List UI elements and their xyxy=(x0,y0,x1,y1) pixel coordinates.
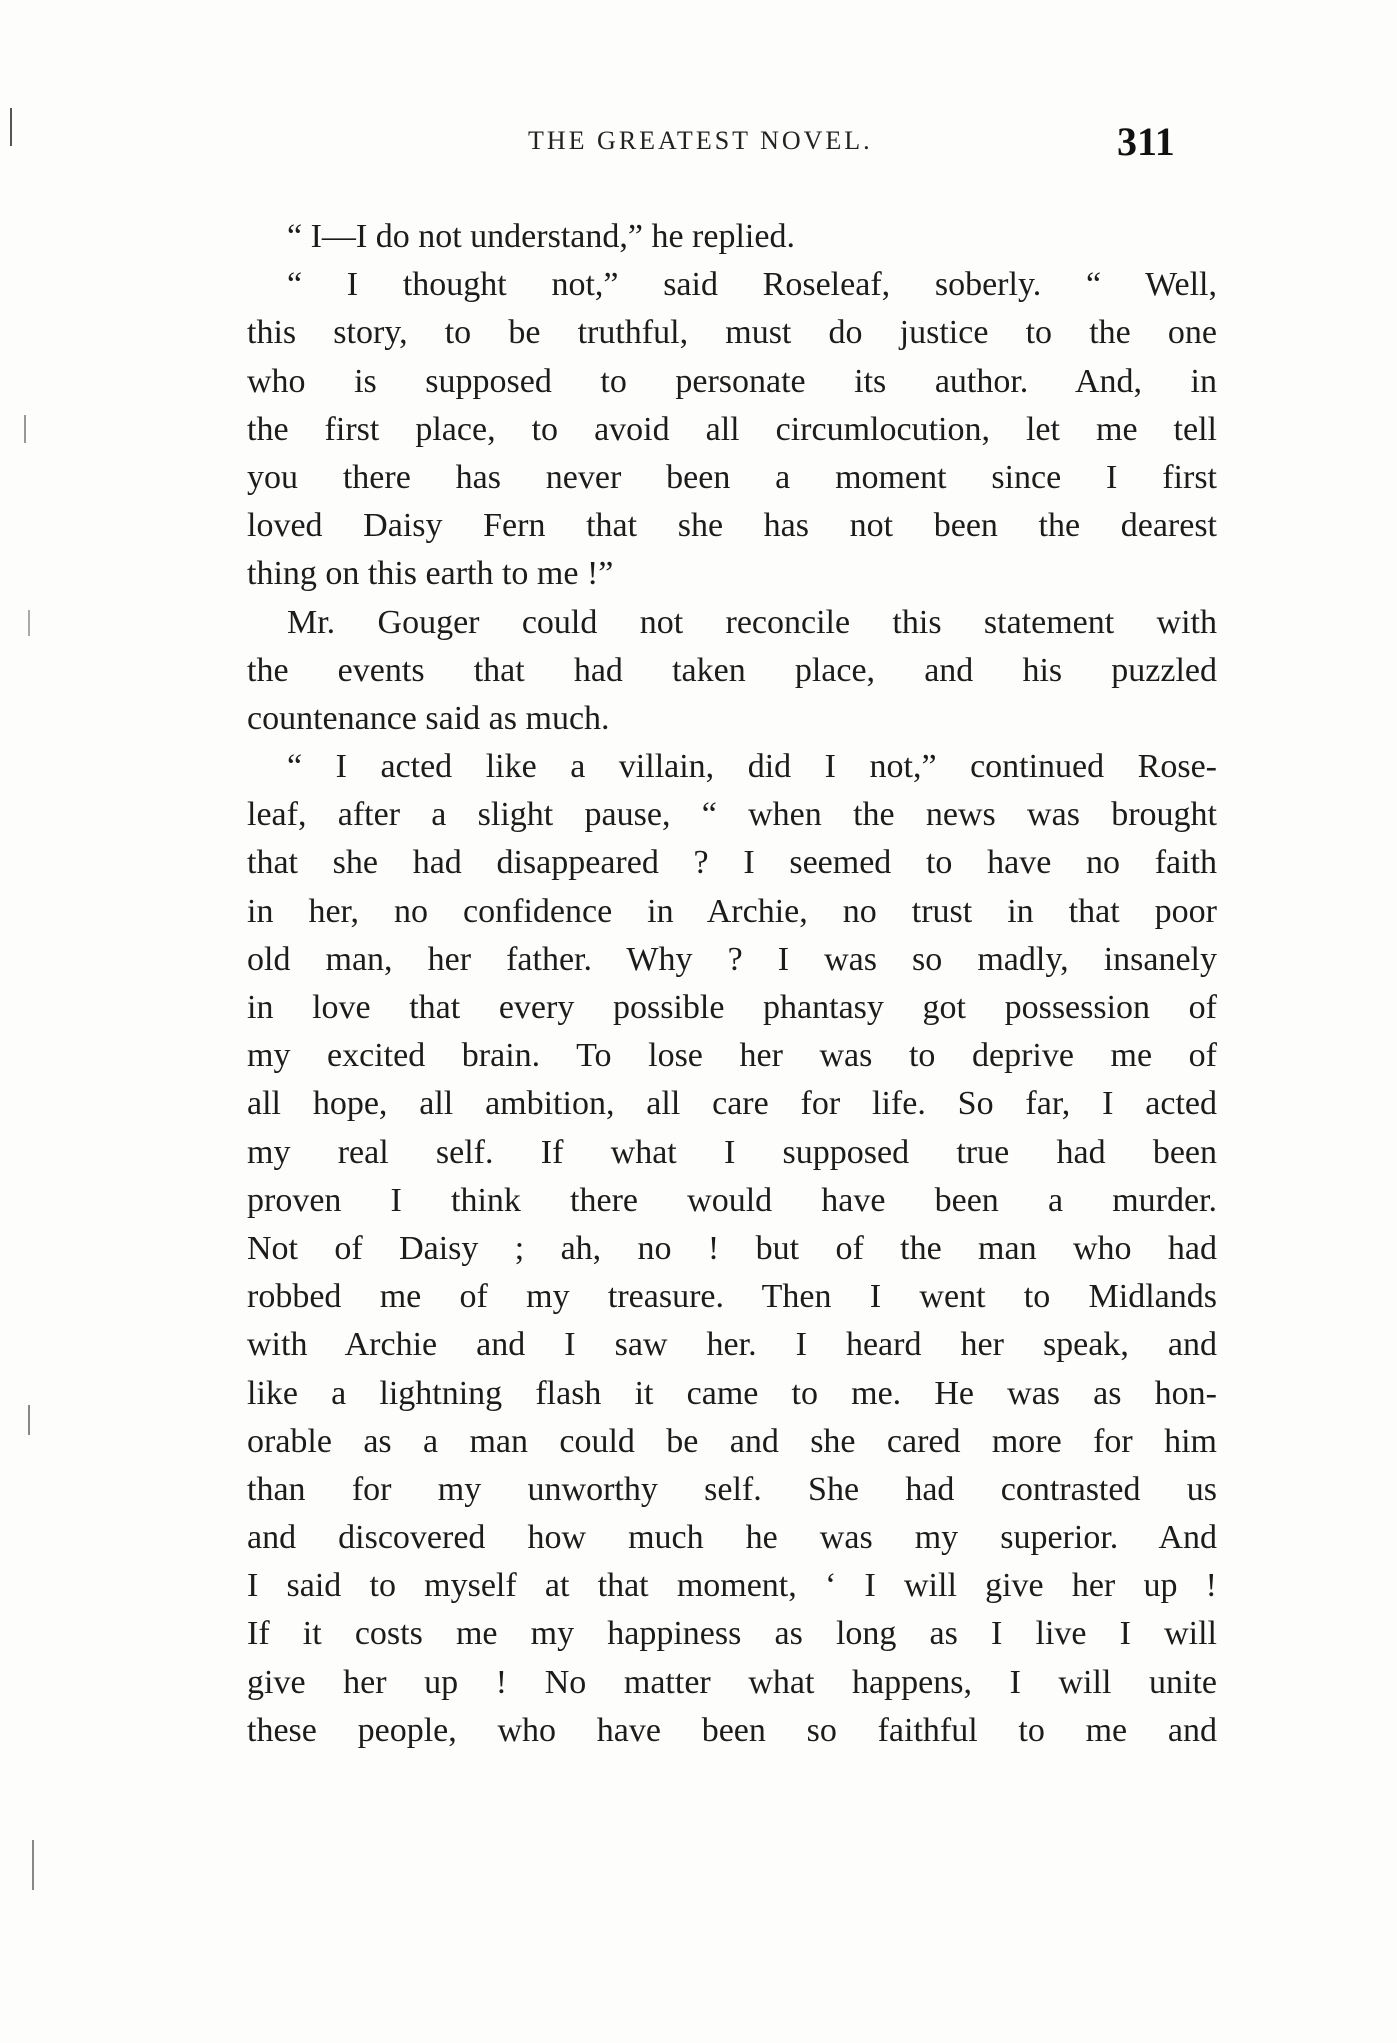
text-line: orable as a man could be and she cared more for him xyxy=(247,1422,1217,1460)
text-line: the first place, to avoid all circumlocution, let me tell xyxy=(247,410,1217,448)
text-line: loved Daisy Fern that she has not been the dearest xyxy=(247,507,1217,545)
text-line: thing on this earth to me !” xyxy=(247,555,614,593)
running-title: THE GREATEST NOVEL. xyxy=(528,126,873,155)
text-line: in her, no confidence in Archie, no trust in that poor xyxy=(247,892,1217,930)
scan-mark xyxy=(24,415,26,443)
text-line: that she had disappeared ? I seemed to have no faith xyxy=(247,844,1217,882)
text-line: old man, her father. Why ? I was so madly, insanely xyxy=(247,940,1217,978)
text-line: the events that had taken place, and his puzzled xyxy=(247,651,1217,689)
text-line: than for my unworthy self. She had contrasted us xyxy=(247,1470,1217,1508)
text-line: with Archie and I saw her. I heard her speak, and xyxy=(247,1326,1217,1364)
text-line: “ I—I do not understand,” he replied. xyxy=(287,218,795,255)
text-line: Not of Daisy ; ah, no ! but of the man who had xyxy=(247,1229,1217,1267)
text-line: these people, who have been so faithful to me and xyxy=(247,1711,1217,1749)
text-line: proven I think there would have been a murder. xyxy=(247,1181,1217,1219)
scan-mark xyxy=(32,1840,34,1890)
text-line: and discovered how much he was my superior. And xyxy=(247,1519,1217,1557)
text-line: this story, to be truthful, must do justice to the one xyxy=(247,314,1217,352)
text-line: in love that every possible phantasy got possession of xyxy=(247,989,1217,1026)
text-line: If it costs me my happiness as long as I live I will xyxy=(247,1615,1217,1653)
text-line: countenance said as much. xyxy=(247,699,610,737)
body-text xyxy=(247,213,1217,1755)
text-line: my real self. If what I supposed true had been xyxy=(247,1133,1217,1171)
text-line: who is supposed to personate its author. And, in xyxy=(247,362,1217,400)
text-line: I said to myself at that moment, ‘ I will give her up ! xyxy=(247,1567,1217,1605)
text-line: “ I acted like a villain, did I not,” continued Rose- xyxy=(287,748,1217,786)
text-line: like a lightning flash it came to me. He was as hon- xyxy=(247,1374,1217,1412)
text-line: leaf, after a slight pause, “ when the news was brought xyxy=(247,796,1217,834)
text-line: Mr. Gouger could not reconcile this statement with xyxy=(287,603,1217,641)
text-line: my excited brain. To lose her was to deprive me of xyxy=(247,1037,1217,1075)
scan-mark xyxy=(28,610,30,636)
page-number: 311 xyxy=(1117,119,1175,164)
scan-mark xyxy=(10,108,12,146)
text-line: “ I thought not,” said Roseleaf, soberly. “ Well, xyxy=(287,266,1217,304)
text-line: robbed me of my treasure. Then I went to Midlands xyxy=(247,1278,1217,1316)
text-line: you there has never been a moment since I first xyxy=(247,458,1217,496)
text-line: give her up ! No matter what happens, I will unite xyxy=(247,1663,1217,1701)
scan-mark xyxy=(28,1405,30,1435)
text-line: all hope, all ambition, all care for life. So far, I acted xyxy=(247,1085,1217,1123)
